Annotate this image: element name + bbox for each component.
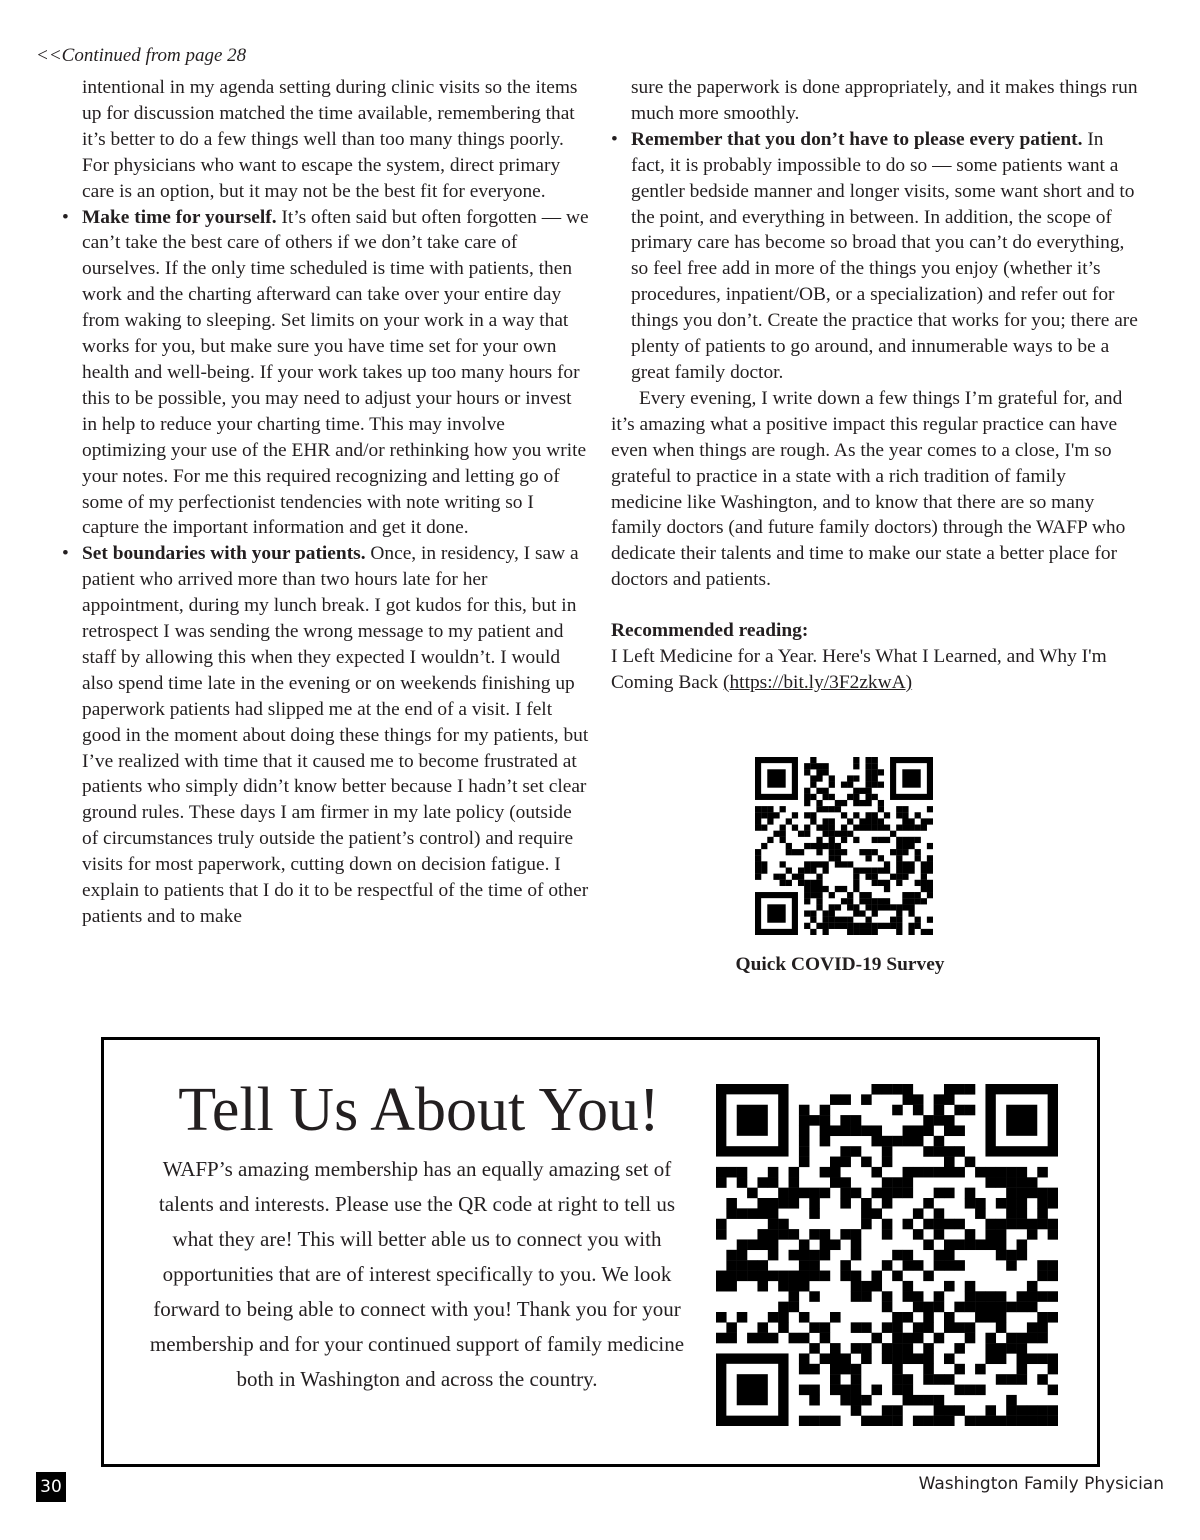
promo-body: WAFP’s amazing membership has an equally amazing set of talents and interests. Please use the QR code at right to tell us what they are! This will better able us to connect you with opportunities that are of interest specifically to you. We look forward to being able to connect with you! Thank you for your membership and for your continued support of family medicine both in Washington and across the country.: [149, 1157, 685, 1391]
right-column: [611, 75, 1139, 696]
list-item: [62, 205, 590, 542]
qr-code-icon[interactable]: [755, 757, 933, 935]
intro-paragraph: intentional in my agenda setting during clinic visits so the items up for discussion matched the time available, remembering that it’s better to do a few things well than too many things poorly. For physicians who want to escape the system, direct primary care is an option, but it may not be the best fit for everyone.: [82, 77, 578, 202]
continued-paragraph: sure the paperwork is done appropriately, and it makes things run much more smoothly.: [631, 77, 1138, 124]
bullet-icon: •: [62, 543, 69, 565]
promo-title: Tell Us About You!: [178, 1076, 660, 1144]
publication-name: Washington Family Physician: [918, 1474, 1164, 1494]
bullet-text: In fact, it is probably impossible to do so — some patients want a gentler bedside manner and longer visits, some want short and to the point, and everything in between. In addition, the scope of primary care has become so broad that you can’t do everything, so feel free add in more of the things you enjoy (whether it’s procedures, inpatient/OB, or a specialization) and refer out for things you don’t. Create the practice that works for you; there are plenty of patients to go around, and innumerable ways to be a great family doctor.: [631, 128, 1138, 383]
bullet-heading: Set boundaries with your patients.: [82, 543, 366, 565]
bullet-text: It’s often said but often forgotten — we can’t take the best care of others if we don’t take care of ourselves. If the only time scheduled is time with patients, then work and the charting afterward can take over your entire day from waking to sleeping. Set limits on your work in a way that works for you, but make sure you have time set for your own health and well-being. If your work takes up too many hours for this to be possible, you may need to adjust your hours or invest in help to reduce your charting time. This may involve optimizing your use of the EHR and/or rethinking how you write your notes. For me this required recognizing and letting go of some of my perfectionist tendencies with note writing so I capture the important information and get it done.: [82, 206, 589, 539]
list-item: [611, 127, 1139, 386]
left-column: [62, 75, 590, 930]
recommended-reading-heading: Recommended reading:: [611, 620, 809, 642]
recommended-reading-title: I Left Medicine for a Year. Here's What I Learned, and Why I'm Coming Back: [611, 646, 1107, 693]
page-number: 30: [36, 1472, 66, 1502]
recommended-reading-item: [611, 644, 1139, 696]
recommended-reading-link[interactable]: (https://bit.ly/3F2zkwA): [723, 671, 913, 693]
bullet-icon: •: [611, 128, 618, 150]
bullet-icon: •: [62, 206, 69, 228]
list-item: [62, 541, 590, 930]
qr-caption: Quick COVID-19 Survey: [735, 954, 945, 975]
continued-from-note: <<Continued from page 28: [36, 45, 247, 66]
bullet-heading: Remember that you don’t have to please every patient.: [631, 128, 1083, 150]
bullet-heading: Make time for yourself.: [82, 206, 277, 228]
qr-code-icon[interactable]: [716, 1084, 1058, 1426]
closing-paragraph: Every evening, I write down a few things I’m grateful for, and it’s amazing what a positive impact this regular practice can have even when things are rough. As the year comes to a close, I'm so grateful to practice in a state with a rich tradition of family medicine like Washington, and to know that there are so many family doctors (and future family doctors) through the WAFP who dedicate their talents and time to make our state a better place for doctors and patients.: [611, 387, 1126, 591]
bullet-text: Once, in residency, I saw a patient who arrived more than two hours late for her appointment, during my lunch break. I got kudos for this, but in retrospect I was sending the wrong message to my patient and staff by allowing this when they expected I wouldn’t. I would also spend time late in the evening or on weekends finishing up paperwork patients had slipped me at the end of a visit. I felt good in the moment about doing these things for my patients, but I’ve realized with time that it caused me to become frustrated at patients who simply didn’t know better because I hadn’t set clear ground rules. These days I am firmer in my late policy (outside of circumstances truly outside the patient’s control) and require visits for most paperwork, cutting down on decision fatigue. I explain to patients that I do it to be respectful of the time of other patients and to make: [82, 543, 589, 927]
promo-box: [101, 1037, 1100, 1467]
